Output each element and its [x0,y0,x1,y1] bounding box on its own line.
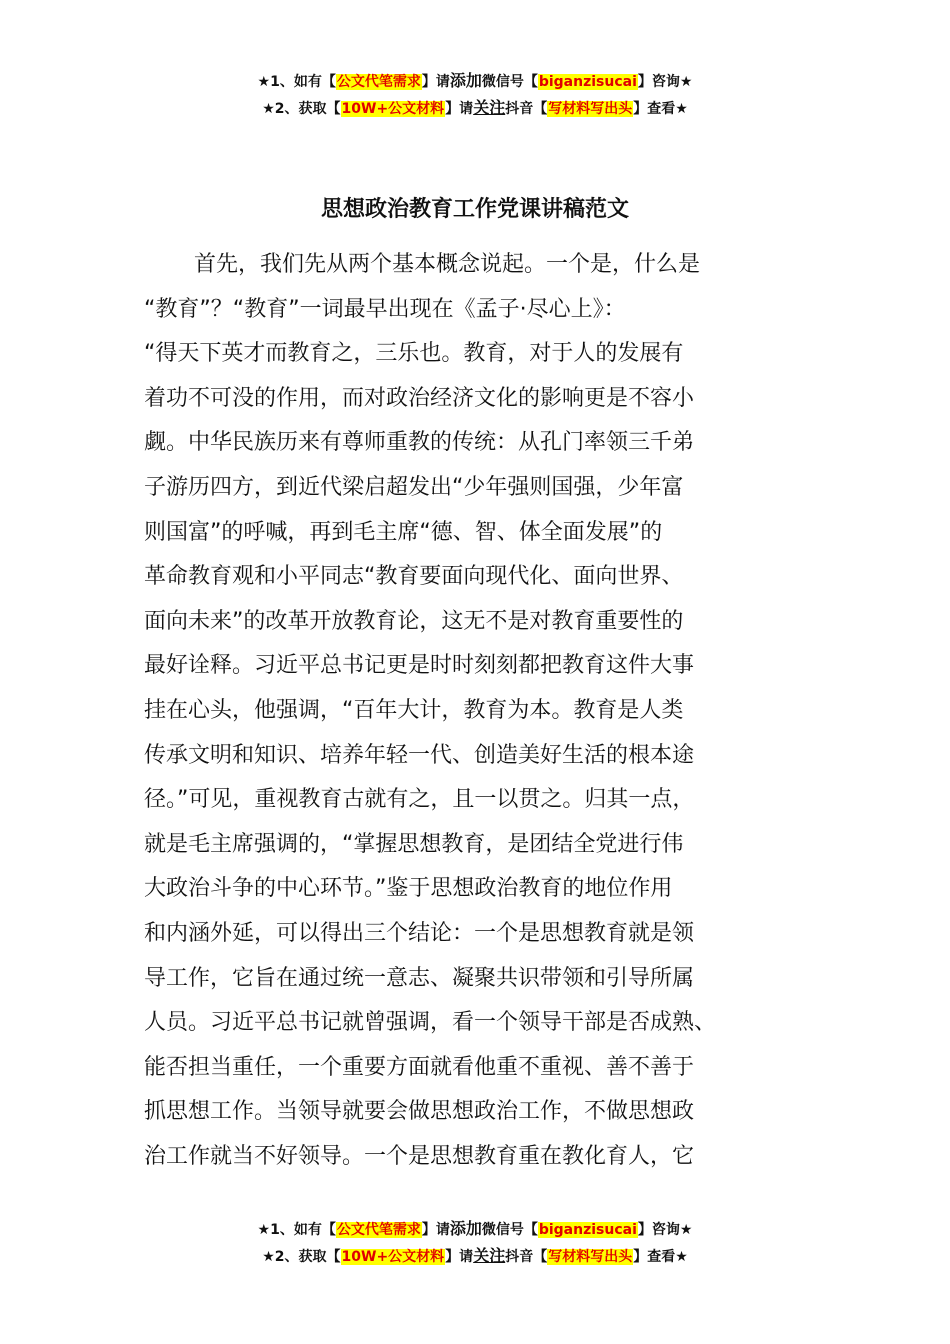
banner-text: 】咨询★ [637,74,693,90]
banner-line-2 [0,95,950,122]
banner-text: 微信号【 [481,74,538,90]
header-banner [0,68,950,122]
banner-text: 抖音【 [505,1249,548,1265]
body-line: 治工作就当不好领导。一个是思想教育重在教化育人，它 [144,1143,695,1169]
body-line: 人员。习近平总书记就曾强调，看一个领导干部是否成熟、 [144,1010,717,1036]
body-line: 抓思想工作。当领导就要会做思想政治工作，不做思想政 [144,1099,695,1125]
banner-emphasis: 关注 [473,1246,506,1265]
body-line: 子游历四方，到近代梁启超发出“少年强则国强，少年富 [144,474,684,500]
body-line: 则国富”的呼喊，再到毛主席“德、智、体全面发展”的 [144,519,663,545]
banner-text: ★2、获取【 [262,1249,341,1265]
body-line: 挂在心头，他强调，“百年大计，教育为本。教育是人类 [144,697,684,723]
body-line: 和内涵外延，可以得出三个结论：一个是思想教育就是领 [144,920,695,946]
banner-highlight: 10W+公文材料 [341,101,445,117]
banner-text: ★1、如有【 [257,1222,336,1238]
banner-highlight: 公文代笔需求 [336,74,421,90]
banner-text: 】查看★ [633,1249,688,1265]
body-line: 面向未来”的改革开放教育论，这无不是对教育重要性的 [144,608,684,634]
banner-text: ★1、如有【 [257,74,336,90]
banner-wechat-id: biganzisucai [538,1222,637,1238]
banner-wechat-id: biganzisucai [538,74,637,90]
body-line: 觑。中华民族历来有尊师重教的传统：从孔门率领三千弟 [144,430,695,456]
body-line: 就是毛主席强调的，“掌握思想教育，是团结全党进行伟 [144,831,684,857]
body-line: 首先，我们先从两个基本概念说起。一个是，什么是 [194,252,701,277]
banner-emphasis: 关注 [473,98,506,117]
document-title: 思想政治教育工作党课讲稿范文 [320,197,629,222]
document-body [144,243,808,1179]
body-line: 革命教育观和小平同志“教育要面向现代化、面向世界、 [144,564,684,590]
banner-line-2 [0,1243,950,1270]
banner-text: 】咨询★ [637,1222,693,1238]
banner-text: 】请 [421,74,450,90]
banner-highlight: 公文代笔需求 [336,1222,421,1238]
body-line: 传承文明和知识、培养年轻一代、创造美好生活的根本途 [144,742,695,768]
body-line: 大政治斗争的中心环节。”鉴于思想政治教育的地位作用 [144,876,673,902]
banner-text: 】请 [421,1222,450,1238]
banner-text: 抖音【 [505,101,548,117]
banner-text: 】查看★ [633,101,688,117]
banner-emphasis: 添加 [449,1219,482,1238]
banner-douyin-id: 写材料写出头 [548,101,633,117]
banner-text: ★2、获取【 [262,101,341,117]
footer-banner [0,1216,950,1270]
body-line: 能否担当重任，一个重要方面就看他重不重视、善不善于 [144,1054,695,1080]
body-line: “教育”？“教育”一词最早出现在《孟子·尽心上》： [144,296,626,322]
banner-emphasis: 添加 [449,71,482,90]
banner-line-1 [0,68,950,95]
banner-text: 】请 [445,1249,474,1265]
body-line: “得天下英才而教育之，三乐也。教育，对于人的发展有 [144,341,684,367]
body-line: 导工作，它旨在通过统一意志、凝聚共识带领和引导所属 [144,965,695,991]
banner-text: 】请 [445,101,474,117]
body-line: 径。”可见，重视教育古就有之，且一以贯之。归其一点， [144,787,695,813]
body-line: 最好诠释。习近平总书记更是时时刻刻都把教育这件大事 [144,653,695,679]
body-line: 着功不可没的作用，而对政治经济文化的影响更是不容小 [144,385,695,411]
banner-line-1 [0,1216,950,1243]
banner-text: 微信号【 [481,1222,538,1238]
banner-douyin-id: 写材料写出头 [548,1249,633,1265]
banner-highlight: 10W+公文材料 [341,1249,445,1265]
